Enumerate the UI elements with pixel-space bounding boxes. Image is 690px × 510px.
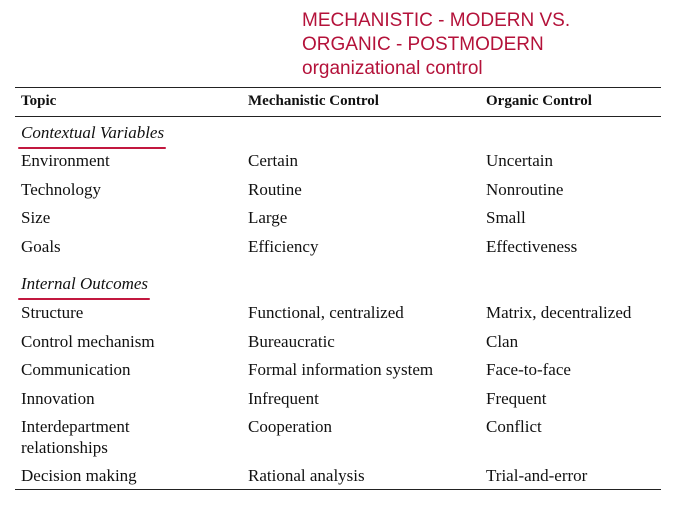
section-label-text: Internal Outcomes (21, 274, 149, 293)
row-mechanistic: Functional, centralized (248, 303, 404, 322)
row-organic: Uncertain (486, 151, 554, 170)
row-organic: Nonroutine (486, 180, 564, 199)
section-underline (18, 298, 150, 300)
row-topic: Communication (21, 360, 131, 379)
title-line-2: ORGANIC - POSTMODERN (302, 34, 544, 55)
slide-title (302, 9, 570, 81)
row-organic: Small (486, 208, 526, 227)
row-topic: Interdepartment (21, 417, 130, 436)
row-topic: Size (21, 208, 51, 227)
section-underline (18, 147, 166, 149)
row-topic: Technology (21, 180, 102, 199)
header-organic: Organic Control (486, 93, 592, 109)
table-top-rule (15, 87, 661, 88)
row-topic: Environment (21, 151, 110, 170)
row-topic: Structure (21, 303, 84, 322)
row-organic: Clan (486, 332, 519, 351)
title-line-3: organizational control (302, 58, 483, 79)
section-label-text: Contextual Variables (21, 123, 165, 142)
row-mechanistic: Efficiency (248, 237, 319, 256)
row-mechanistic: Large (248, 208, 288, 227)
row-organic: Face-to-face (486, 360, 571, 379)
row-topic: Decision making (21, 466, 137, 485)
section-label-contextual (21, 123, 164, 143)
row-topic-line2: relationships (21, 438, 108, 457)
row-organic: Matrix, decentralized (486, 303, 632, 322)
row-mechanistic: Bureaucratic (248, 332, 335, 351)
title-line-1: MECHANISTIC - MODERN VS. (302, 10, 571, 31)
row-topic: Goals (21, 237, 61, 256)
row-mechanistic: Certain (248, 151, 299, 170)
row-mechanistic: Infrequent (248, 389, 319, 408)
header-topic: Topic (21, 93, 57, 109)
row-organic: Trial-and-error (486, 466, 588, 485)
header-mechanistic: Mechanistic Control (248, 93, 379, 109)
section-label-internal (21, 274, 148, 294)
row-topic: Control mechanism (21, 332, 155, 351)
row-organic: Conflict (486, 417, 542, 436)
row-organic: Frequent (486, 389, 547, 408)
row-mechanistic: Cooperation (248, 417, 333, 436)
header-rule (15, 116, 661, 117)
table-bottom-rule (15, 489, 661, 490)
row-mechanistic: Rational analysis (248, 466, 365, 485)
row-organic: Effectiveness (486, 237, 578, 256)
row-topic: Innovation (21, 389, 95, 408)
row-mechanistic: Formal information system (248, 360, 434, 379)
row-mechanistic: Routine (248, 180, 302, 199)
